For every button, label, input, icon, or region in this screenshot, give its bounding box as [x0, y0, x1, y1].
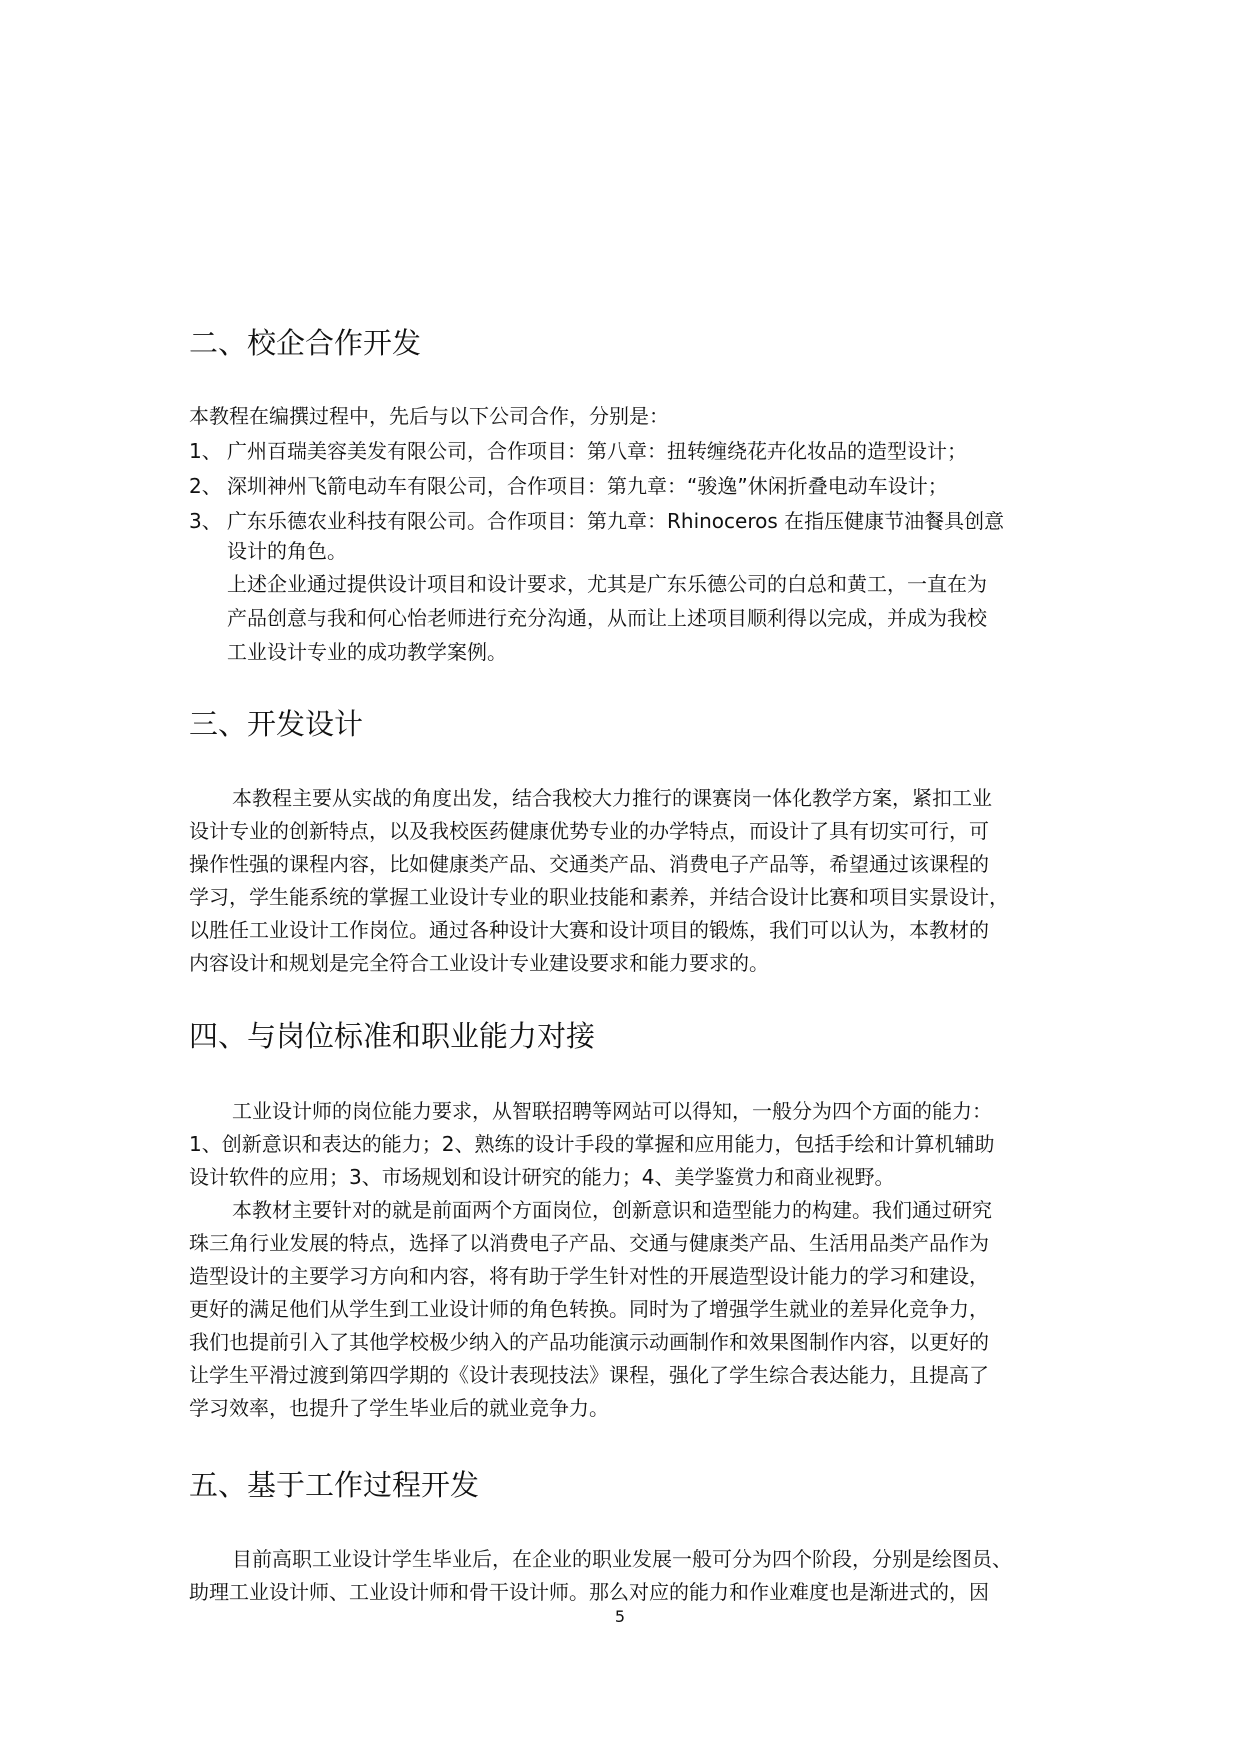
paragraph-line: 内容设计和规划是完全符合工业设计专业建设要求和能力要求的。	[189, 951, 769, 975]
paragraph-line: 工业设计师的岗位能力要求，从智联招聘等网站可以得知，一般分为四个方面的能力：	[232, 1099, 992, 1123]
list-item-number: 3、	[189, 509, 222, 533]
list-item-text-continued: 设计的角色。	[227, 539, 347, 563]
paragraph-line: 学习，学生能系统的掌握工业设计专业的职业技能和素养，并结合设计比赛和项目实景设计，	[189, 885, 1009, 909]
paragraph-line: 目前高职工业设计学生毕业后，在企业的职业发展一般可分为四个阶段，分别是绘图员、	[232, 1547, 1012, 1571]
section-2-follow-line: 工业设计专业的成功教学案例。	[227, 640, 507, 664]
paragraph-line: 更好的满足他们从学生到工业设计师的角色转换。同时为了增强学生就业的差异化竞争力，	[189, 1297, 989, 1321]
paragraph-line: 1、创新意识和表达的能力；2、熟练的设计手段的掌握和应用能力，包括手绘和计算机辅助	[189, 1132, 995, 1156]
paragraph-line: 设计软件的应用；3、市场规划和设计研究的能力；4、美学鉴赏力和商业视野。	[189, 1165, 895, 1189]
paragraph-line: 造型设计的主要学习方向和内容，将有助于学生针对性的开展造型设计能力的学习和建设，	[189, 1264, 989, 1288]
page-number: 5	[614, 1607, 626, 1626]
section-heading-2: 二、校企合作开发	[189, 326, 422, 360]
paragraph-line: 我们也提前引入了其他学校极少纳入的产品功能演示动画制作和效果图制作内容，以更好的	[189, 1330, 989, 1354]
section-2-follow-line: 产品创意与我和何心怡老师进行充分沟通，从而让上述项目顺利得以完成，并成为我校	[227, 606, 987, 630]
section-2-intro: 本教程在编撰过程中，先后与以下公司合作，分别是：	[189, 404, 669, 428]
section-heading-4: 四、与岗位标准和职业能力对接	[189, 1019, 596, 1053]
paragraph-line: 助理工业设计师、工业设计师和骨干设计师。那么对应的能力和作业难度也是渐进式的，因	[189, 1580, 989, 1604]
list-item-number: 1、	[189, 439, 222, 463]
paragraph-line: 以胜任工业设计工作岗位。通过各种设计大赛和设计项目的锻炼，我们可以认为，本教材的	[189, 918, 989, 942]
list-item-text: 广州百瑞美容美发有限公司，合作项目：第八章：扭转缠绕花卉化妆品的造型设计；	[227, 439, 967, 463]
paragraph-line: 操作性强的课程内容，比如健康类产品、交通类产品、消费电子产品等，希望通过该课程的	[189, 852, 989, 876]
section-heading-5: 五、基于工作过程开发	[189, 1468, 480, 1502]
list-item-number: 2、	[189, 474, 222, 498]
section-heading-3: 三、开发设计	[189, 707, 364, 741]
section-2-follow-line: 上述企业通过提供设计项目和设计要求，尤其是广东乐德公司的白总和黄工，一直在为	[227, 572, 987, 596]
paragraph-line: 学习效率，也提升了学生毕业后的就业竞争力。	[189, 1396, 609, 1420]
paragraph-line: 珠三角行业发展的特点，选择了以消费电子产品、交通与健康类产品、生活用品类产品作为	[189, 1231, 989, 1255]
list-item-text: 深圳神州飞箭电动车有限公司，合作项目：第九章：“骏逸”休闲折叠电动车设计；	[227, 474, 948, 498]
paragraph-line: 本教材主要针对的就是前面两个方面岗位，创新意识和造型能力的构建。我们通过研究	[232, 1198, 992, 1222]
paragraph-line: 设计专业的创新特点，以及我校医药健康优势专业的办学特点，而设计了具有切实可行，可	[189, 819, 989, 843]
list-item-text: 广东乐德农业科技有限公司。合作项目：第九章：Rhinoceros 在指压健康节油餐具创意	[227, 509, 1005, 533]
paragraph-line: 让学生平滑过渡到第四学期的《设计表现技法》课程，强化了学生综合表达能力，且提高了	[189, 1363, 989, 1387]
paragraph-line: 本教程主要从实战的角度出发，结合我校大力推行的课赛岗一体化教学方案，紧扣工业	[232, 786, 992, 810]
